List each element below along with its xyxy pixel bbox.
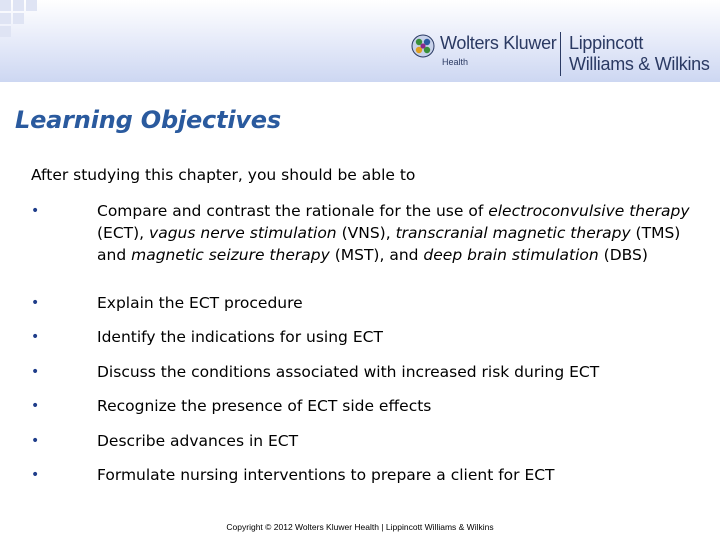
objective-term: deep brain stimulation [423,246,599,264]
copyright-footer: Copyright © 2012 Wolters Kluwer Health | Lippincott Williams & Wilkins [226,522,494,532]
objective-run: Describe advances in ECT [97,432,299,450]
objective-run: (DBS) [598,246,648,264]
objective-text [97,430,697,452]
objective-run: Discuss the conditions associated with increased risk during ECT [97,363,600,381]
objective-run: (ECT), [97,224,150,242]
bullet-icon: • [31,433,40,449]
bullet-icon: • [31,467,40,483]
objective-run: Explain the ECT procedure [97,294,303,312]
wolters-kluwer-wordmark: Wolters Kluwer [440,33,557,53]
slide-title: Learning Objectives [15,106,281,134]
bullet-icon: • [31,398,40,414]
bullet-icon: • [31,295,40,311]
objective-term: magnetic seizure therapy [131,246,330,264]
objective-text [97,200,697,266]
objective-term: transcranial magnetic therapy [395,224,631,242]
bullet-icon: • [31,203,40,219]
bullet-icon: • [31,329,40,345]
objective-run: Identify the indications for using ECT [97,328,383,346]
objective-run: Formulate nursing interventions to prepare a client for ECT [97,466,555,484]
objective-run: (VNS), [336,224,396,242]
objective-text [97,395,697,417]
bullet-icon: • [31,364,40,380]
objective-text [97,361,697,383]
objective-run: (MST), and [329,246,424,264]
objective-text [97,464,697,486]
lww-line2: Williams & Wilkins [569,54,710,74]
logo-divider [560,32,561,76]
wk-globe-logo-icon [410,33,436,59]
health-label: Health [442,57,469,67]
lww-line1: Lippincott [569,33,644,53]
objective-run: (TMS) and [97,224,681,264]
objective-text [97,292,697,314]
objective-term: vagus nerve stimulation [149,224,337,242]
intro-text: After studying this chapter, you should be able to [31,166,416,184]
lww-wordmark [569,33,710,75]
objective-term: electroconvulsive therapy [488,202,690,220]
objective-run: Compare and contrast the rationale for the use of [97,202,489,220]
objective-run: Recognize the presence of ECT side effects [97,397,432,415]
objective-text [97,326,697,348]
